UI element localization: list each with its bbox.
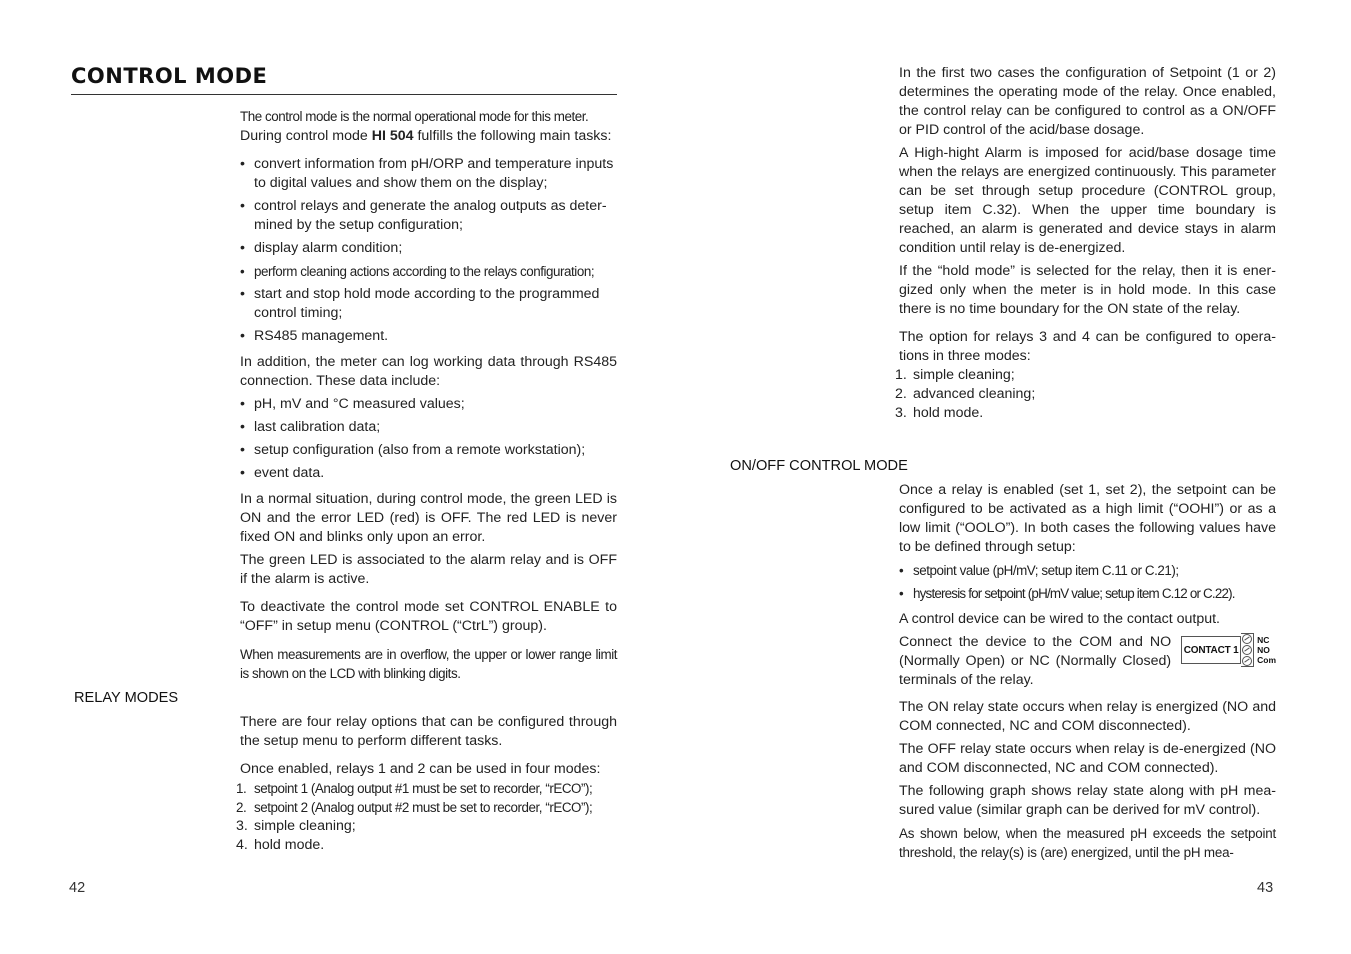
- setpoint-paragraph: In the first two cases the configuration of Setpoint (1 or 2) determines the operating mode of the relay. Once enabled, the control relay can be configured to control as a ON/OFF or PID control of the acid/base dosage.: [899, 65, 1276, 138]
- item-number: 3.: [236, 818, 248, 834]
- right-column-bottom: [899, 481, 1276, 866]
- relay34-modes-list: [895, 366, 1276, 423]
- relay12-intro: Once enabled, relays 1 and 2 can be used in four modes:: [240, 761, 601, 777]
- relay-modes-column: [236, 713, 617, 855]
- onoff-items-list: [899, 561, 1276, 603]
- alarm-paragraph: A High-hight Alarm is imposed for acid/base dosage time when the relays are energized continuously. This parameter can be set through setup procedure (CONTROL group, setup item C.32). When the upper time boundary is reached, an alarm is generated and device stays in alarm condition until relay is de-energized.: [899, 145, 1276, 256]
- off-state-paragraph: The OFF relay state occurs when relay is de-energized (NO and COM disconnected, NC and COM connected).: [899, 741, 1276, 776]
- item-number: 2.: [236, 800, 247, 815]
- item-number: 1.: [236, 781, 247, 796]
- list-item: [236, 817, 617, 836]
- item-number: 4.: [236, 837, 248, 853]
- list-item: [895, 366, 1276, 385]
- onoff-paragraph: Once a relay is enabled (set 1, set 2), the setpoint can be configured to be activated as a high limit (“OOHI”) or as a low limit (“OOLO”). In both cases the following values have to be defined through setup:: [899, 482, 1276, 555]
- log-intro: In addition, the meter can log working data through RS485 connection. These data include:: [240, 354, 617, 389]
- relay12-modes-list: [236, 779, 617, 855]
- item-text: simple cleaning;: [913, 367, 1015, 383]
- terminal-labels: [1257, 635, 1276, 665]
- screw-terminal-icon: [1242, 634, 1252, 644]
- led-paragraph: In a normal situation, during control mode, the green LED is ON and the error LED (red) is OFF. The red LED is never fixed ON and blinks only upon an error.: [240, 491, 617, 545]
- item-text: setpoint 2 (Analog output #2 must be set to recorder, “rECO”);: [254, 800, 593, 815]
- terminal-label-no: NO: [1257, 645, 1270, 655]
- list-item: • control relays and generate the analog outputs as deter-mined by the setup configuration;: [240, 197, 617, 235]
- list-item: • pH, mV and °C measured values;: [240, 395, 617, 414]
- connect-block: [899, 633, 1276, 690]
- list-item: [895, 385, 1276, 404]
- list-item: • event data.: [240, 464, 617, 483]
- intro-paragraph: [240, 107, 617, 146]
- title-rule: [71, 94, 617, 95]
- screw-terminal-icon: [1242, 645, 1252, 655]
- terminal-label-nc: NC: [1257, 635, 1270, 645]
- item-text: setpoint 1 (Analog output #1 must be set to recorder, “rECO”);: [254, 781, 593, 796]
- screw-terminal-icon: [1242, 656, 1252, 666]
- terminal-block: [1241, 633, 1254, 667]
- list-item: • setup configuration (also from a remote workstation);: [240, 441, 617, 460]
- tasks-list: [240, 155, 617, 346]
- list-item: • last calibration data;: [240, 418, 617, 437]
- left-page: [0, 0, 675, 954]
- wiring-paragraph: A control device can be wired to the contact output.: [899, 611, 1220, 627]
- item-number: 1.: [895, 367, 907, 383]
- right-column-top: [895, 64, 1276, 423]
- list-item: • start and stop hold mode according to the programmed control timing;: [240, 285, 617, 323]
- shown-below-paragraph: As shown below, when the measured pH exceeds the setpoint threshold, the relay(s) is (are) energized, until the pH mea-: [899, 826, 1276, 860]
- list-item: [236, 798, 617, 817]
- connect-paragraph: Connect the device to the COM and NO (Normally Open) or NC (Normally Closed) terminals of the relay.: [899, 634, 1172, 688]
- relay-options-paragraph: There are four relay options that can be configured through the setup menu to perform different tasks.: [240, 714, 617, 749]
- list-item: • hysteresis for setpoint (pH/mV value; setup item C.12 or C.22).: [899, 584, 1276, 603]
- relay34-intro: The option for relays 3 and 4 can be configured to opera-tions in three modes:: [899, 329, 1276, 364]
- right-page: [675, 0, 1351, 954]
- item-text: advanced cleaning;: [913, 386, 1036, 402]
- list-item: [236, 836, 617, 855]
- intro-text-3: fulfills the following main tasks:: [413, 128, 612, 144]
- list-item: • setpoint value (pH/mV; setup item C.11 or C.21);: [899, 561, 1276, 580]
- list-item: • perform cleaning actions according to the relays configuration;: [240, 262, 617, 281]
- deactivate-paragraph: To deactivate the control mode set CONTROL ENABLE to “OFF” in setup menu (CONTROL (“CtrL”) group).: [240, 599, 617, 634]
- page-title: CONTROL MODE: [71, 64, 268, 88]
- on-state-paragraph: The ON relay state occurs when relay is energized (NO and COM connected, NC and COM disconnected).: [899, 699, 1276, 734]
- list-item: [895, 404, 1276, 423]
- page-number-right: 43: [1257, 880, 1274, 896]
- model-name: HI 504: [371, 128, 414, 144]
- item-text: simple cleaning;: [254, 818, 356, 834]
- hold-paragraph: If the “hold mode” is selected for the relay, then it is ener-gized only when the meter is in hold mode. In this case there is no time boundary for the ON state of the relay.: [899, 263, 1276, 317]
- terminal-label-com: Com: [1257, 655, 1276, 665]
- relay-modes-heading: RELAY MODES: [74, 690, 179, 706]
- graph-paragraph: The following graph shows relay state along with pH mea-sured value (similar graph can be derived for mV control).: [899, 783, 1276, 818]
- left-column: [240, 107, 617, 687]
- item-text: hold mode.: [913, 405, 984, 421]
- item-number: 2.: [895, 386, 907, 402]
- page-number-left: 42: [69, 880, 86, 896]
- log-items-list: [240, 395, 617, 483]
- intro-text-2: During control mode: [240, 128, 372, 144]
- list-item: • convert information from pH/ORP and temperature inputs to digital values and show them on the display;: [240, 155, 617, 193]
- item-number: 3.: [895, 405, 907, 421]
- green-led-paragraph: The green LED is associated to the alarm relay and is OFF if the alarm is active.: [240, 552, 617, 587]
- contact-label: CONTACT 1: [1181, 636, 1241, 664]
- list-item: [236, 779, 617, 798]
- list-item: • RS485 management.: [240, 327, 617, 346]
- contact-diagram: [1181, 633, 1276, 667]
- onoff-heading: ON/OFF CONTROL MODE: [730, 458, 908, 474]
- intro-text-1: The control mode is the normal operational mode for this meter.: [240, 109, 589, 124]
- list-item: • display alarm condition;: [240, 239, 617, 258]
- item-text: hold mode.: [254, 837, 325, 853]
- overflow-paragraph: When measurements are in overflow, the upper or lower range limit is shown on the LCD with blinking digits.: [240, 647, 617, 681]
